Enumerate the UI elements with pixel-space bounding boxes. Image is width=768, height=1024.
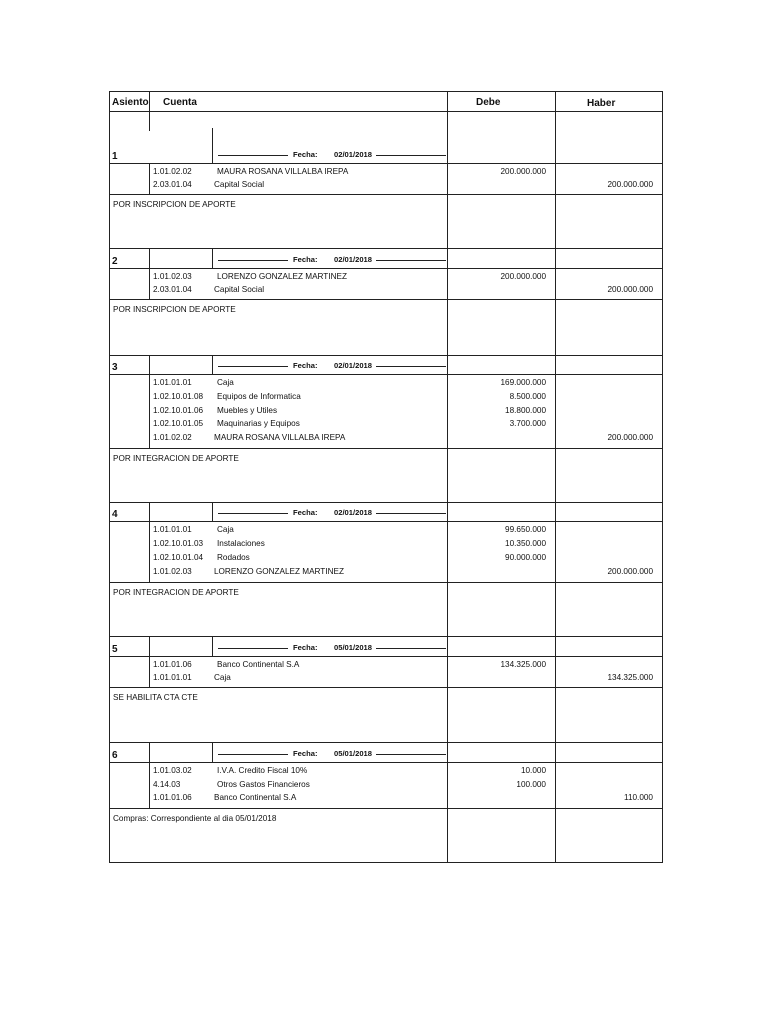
account-code: 2.03.01.04: [153, 180, 192, 189]
header-bottom-border: [109, 111, 663, 112]
account-code: 1.01.01.06: [153, 660, 192, 669]
entry-header-bottom: [109, 374, 663, 375]
asiento-number: 4: [112, 509, 118, 520]
haber-amount: 134.325.000: [607, 673, 653, 682]
header-haber: Haber: [587, 98, 616, 109]
entry-top-border: [109, 248, 663, 249]
account-code: 1.02.10.01.05: [153, 419, 204, 428]
cuenta-column-divider: [212, 636, 213, 656]
date-rule: [376, 754, 446, 755]
haber-amount: 200.000.000: [607, 567, 653, 576]
cuenta-column-divider: [212, 502, 213, 521]
entry-header-bottom: [109, 268, 663, 269]
debe-amount: 200.000.000: [500, 272, 546, 281]
date-rule: [218, 260, 288, 261]
debe-amount: 200.000.000: [500, 167, 546, 176]
date-rule: [218, 754, 288, 755]
entry-rows-bottom: [109, 448, 663, 449]
date-rule: [218, 513, 288, 514]
haber-amount: 200.000.000: [607, 433, 653, 442]
entry-description: SE HABILITA CTA CTE: [113, 693, 198, 702]
entry-rows-bottom: [109, 299, 663, 300]
code-column-divider: [149, 268, 150, 299]
account-code: 4.14.03: [153, 780, 181, 789]
fecha-label: Fecha:: [293, 643, 318, 652]
table-top-border: [109, 91, 663, 92]
entry-top-border: [109, 742, 663, 743]
entry-rows-bottom: [109, 194, 663, 195]
account-code: 1.02.10.01.08: [153, 392, 204, 401]
account-code: 1.01.01.01: [153, 525, 192, 534]
entry-header-bottom: [109, 762, 663, 763]
date-rule: [376, 648, 446, 649]
account-name: Equipos de Informatica: [217, 392, 301, 401]
entry-description: POR INSCRIPCION DE APORTE: [113, 200, 236, 209]
account-code: 1.01.02.02: [153, 433, 192, 442]
debe-column-divider: [447, 91, 448, 862]
entry-header-bottom: [109, 163, 663, 164]
account-name: LORENZO GONZALEZ MARTINEZ: [217, 272, 347, 281]
debe-amount: 8.500.000: [509, 392, 546, 401]
account-name: Muebles y Utiles: [217, 406, 278, 415]
cuenta-column-divider: [212, 128, 213, 163]
asiento-number: 5: [112, 644, 118, 655]
asiento-column-divider: [149, 502, 150, 521]
cuenta-column-divider: [212, 742, 213, 762]
account-code: 1.01.02.03: [153, 567, 192, 576]
account-code: 1.01.01.01: [153, 378, 192, 387]
asiento-column-divider: [149, 742, 150, 762]
header-debe: Debe: [476, 97, 501, 108]
debe-amount: 10.000: [520, 766, 546, 775]
account-name: MAURA ROSANA VILLALBA IREPA: [214, 433, 346, 442]
debe-amount: 10.350.000: [505, 539, 546, 548]
entry-date: 05/01/2018: [334, 749, 373, 758]
haber-amount: 110.000: [624, 793, 653, 802]
cuenta-column-divider: [212, 355, 213, 374]
header-asiento: Asiento: [112, 97, 149, 108]
code-column-divider: [149, 521, 150, 582]
code-column-divider: [149, 374, 150, 448]
entry-description: POR INSCRIPCION DE APORTE: [113, 305, 236, 314]
entry-rows-bottom: [109, 687, 663, 688]
account-code: 1.01.01.06: [153, 793, 192, 802]
account-code: 1.02.10.01.04: [153, 553, 204, 562]
table-bottom-border: [109, 862, 663, 863]
entry-header-bottom: [109, 656, 663, 657]
account-name: Capital Social: [214, 180, 265, 189]
date-rule: [376, 366, 446, 367]
account-name: Banco Continental S.A: [217, 660, 300, 669]
account-name: Rodados: [217, 553, 250, 562]
account-name: Caja: [217, 378, 234, 387]
entry-description: POR INTEGRACION DE APORTE: [113, 588, 239, 597]
date-rule: [376, 155, 446, 156]
entry-date: 02/01/2018: [334, 150, 373, 159]
fecha-label: Fecha:: [293, 749, 318, 758]
asiento-column-divider: [149, 636, 150, 656]
account-name: LORENZO GONZALEZ MARTINEZ: [214, 567, 344, 576]
date-rule: [218, 366, 288, 367]
account-name: Capital Social: [214, 285, 265, 294]
asiento-column-divider: [149, 355, 150, 374]
asiento-number: 6: [112, 750, 118, 761]
debe-amount: 169.000.000: [500, 378, 546, 387]
entry-header-bottom: [109, 521, 663, 522]
account-code: 1.01.02.03: [153, 272, 192, 281]
code-column-divider: [149, 656, 150, 687]
asiento-number: 3: [112, 362, 118, 373]
date-rule: [218, 155, 288, 156]
haber-amount: 200.000.000: [607, 285, 653, 294]
entry-description: Compras: Correspondiente al dia 05/01/2018: [113, 813, 277, 823]
code-column-divider: [149, 762, 150, 808]
debe-amount: 3.700.000: [509, 419, 546, 428]
date-rule: [376, 260, 446, 261]
cuenta-column-divider: [212, 248, 213, 268]
asiento-number: 1: [112, 151, 118, 162]
account-name: MAURA ROSANA VILLALBA IREPA: [217, 167, 349, 176]
debe-amount: 134.325.000: [500, 660, 546, 669]
header-cuenta: Cuenta: [163, 97, 197, 108]
debe-amount: 100.000: [516, 780, 546, 789]
debe-amount: 18.800.000: [505, 406, 546, 415]
account-code: 1.01.02.02: [153, 167, 192, 176]
account-name: I.V.A. Credito Fiscal 10%: [217, 766, 308, 775]
entry-top-border: [109, 355, 663, 356]
account-name: Banco Continental S.A: [214, 793, 297, 802]
account-name: Maquinarias y Equipos: [217, 419, 300, 428]
account-code: 1.01.03.02: [153, 766, 192, 775]
account-code: 2.03.01.04: [153, 285, 192, 294]
entry-description: POR INTEGRACION DE APORTE: [113, 453, 239, 463]
entry-date: 02/01/2018: [334, 361, 373, 370]
asiento-column-divider: [149, 248, 150, 268]
account-name: Instalaciones: [217, 539, 265, 548]
account-code: 1.01.01.01: [153, 673, 192, 682]
fecha-label: Fecha:: [293, 508, 318, 517]
entry-rows-bottom: [109, 582, 663, 583]
entry-rows-bottom: [109, 808, 663, 809]
date-rule: [218, 648, 288, 649]
table-left-border: [109, 91, 110, 862]
account-code: 1.02.10.01.06: [153, 406, 204, 415]
table-right-border: [662, 91, 663, 862]
debe-amount: 99.650.000: [505, 525, 546, 534]
account-name: Caja: [214, 673, 231, 682]
entry-date: 05/01/2018: [334, 643, 373, 652]
debe-amount: 90.000.000: [505, 553, 546, 562]
entry-top-border: [109, 502, 663, 503]
asiento-column-divider: [149, 91, 150, 131]
entry-top-border: [109, 636, 663, 637]
fecha-label: Fecha:: [293, 255, 318, 264]
account-code: 1.02.10.01.03: [153, 539, 204, 548]
fecha-label: Fecha:: [293, 150, 318, 159]
fecha-label: Fecha:: [293, 361, 318, 370]
date-rule: [376, 513, 446, 514]
haber-column-divider: [555, 91, 556, 862]
account-name: Otros Gastos Financieros: [217, 780, 310, 789]
haber-amount: 200.000.000: [607, 180, 653, 189]
entry-date: 02/01/2018: [334, 508, 373, 517]
entry-date: 02/01/2018: [334, 255, 373, 264]
asiento-number: 2: [112, 256, 118, 267]
code-column-divider: [149, 163, 150, 194]
account-name: Caja: [217, 525, 234, 534]
